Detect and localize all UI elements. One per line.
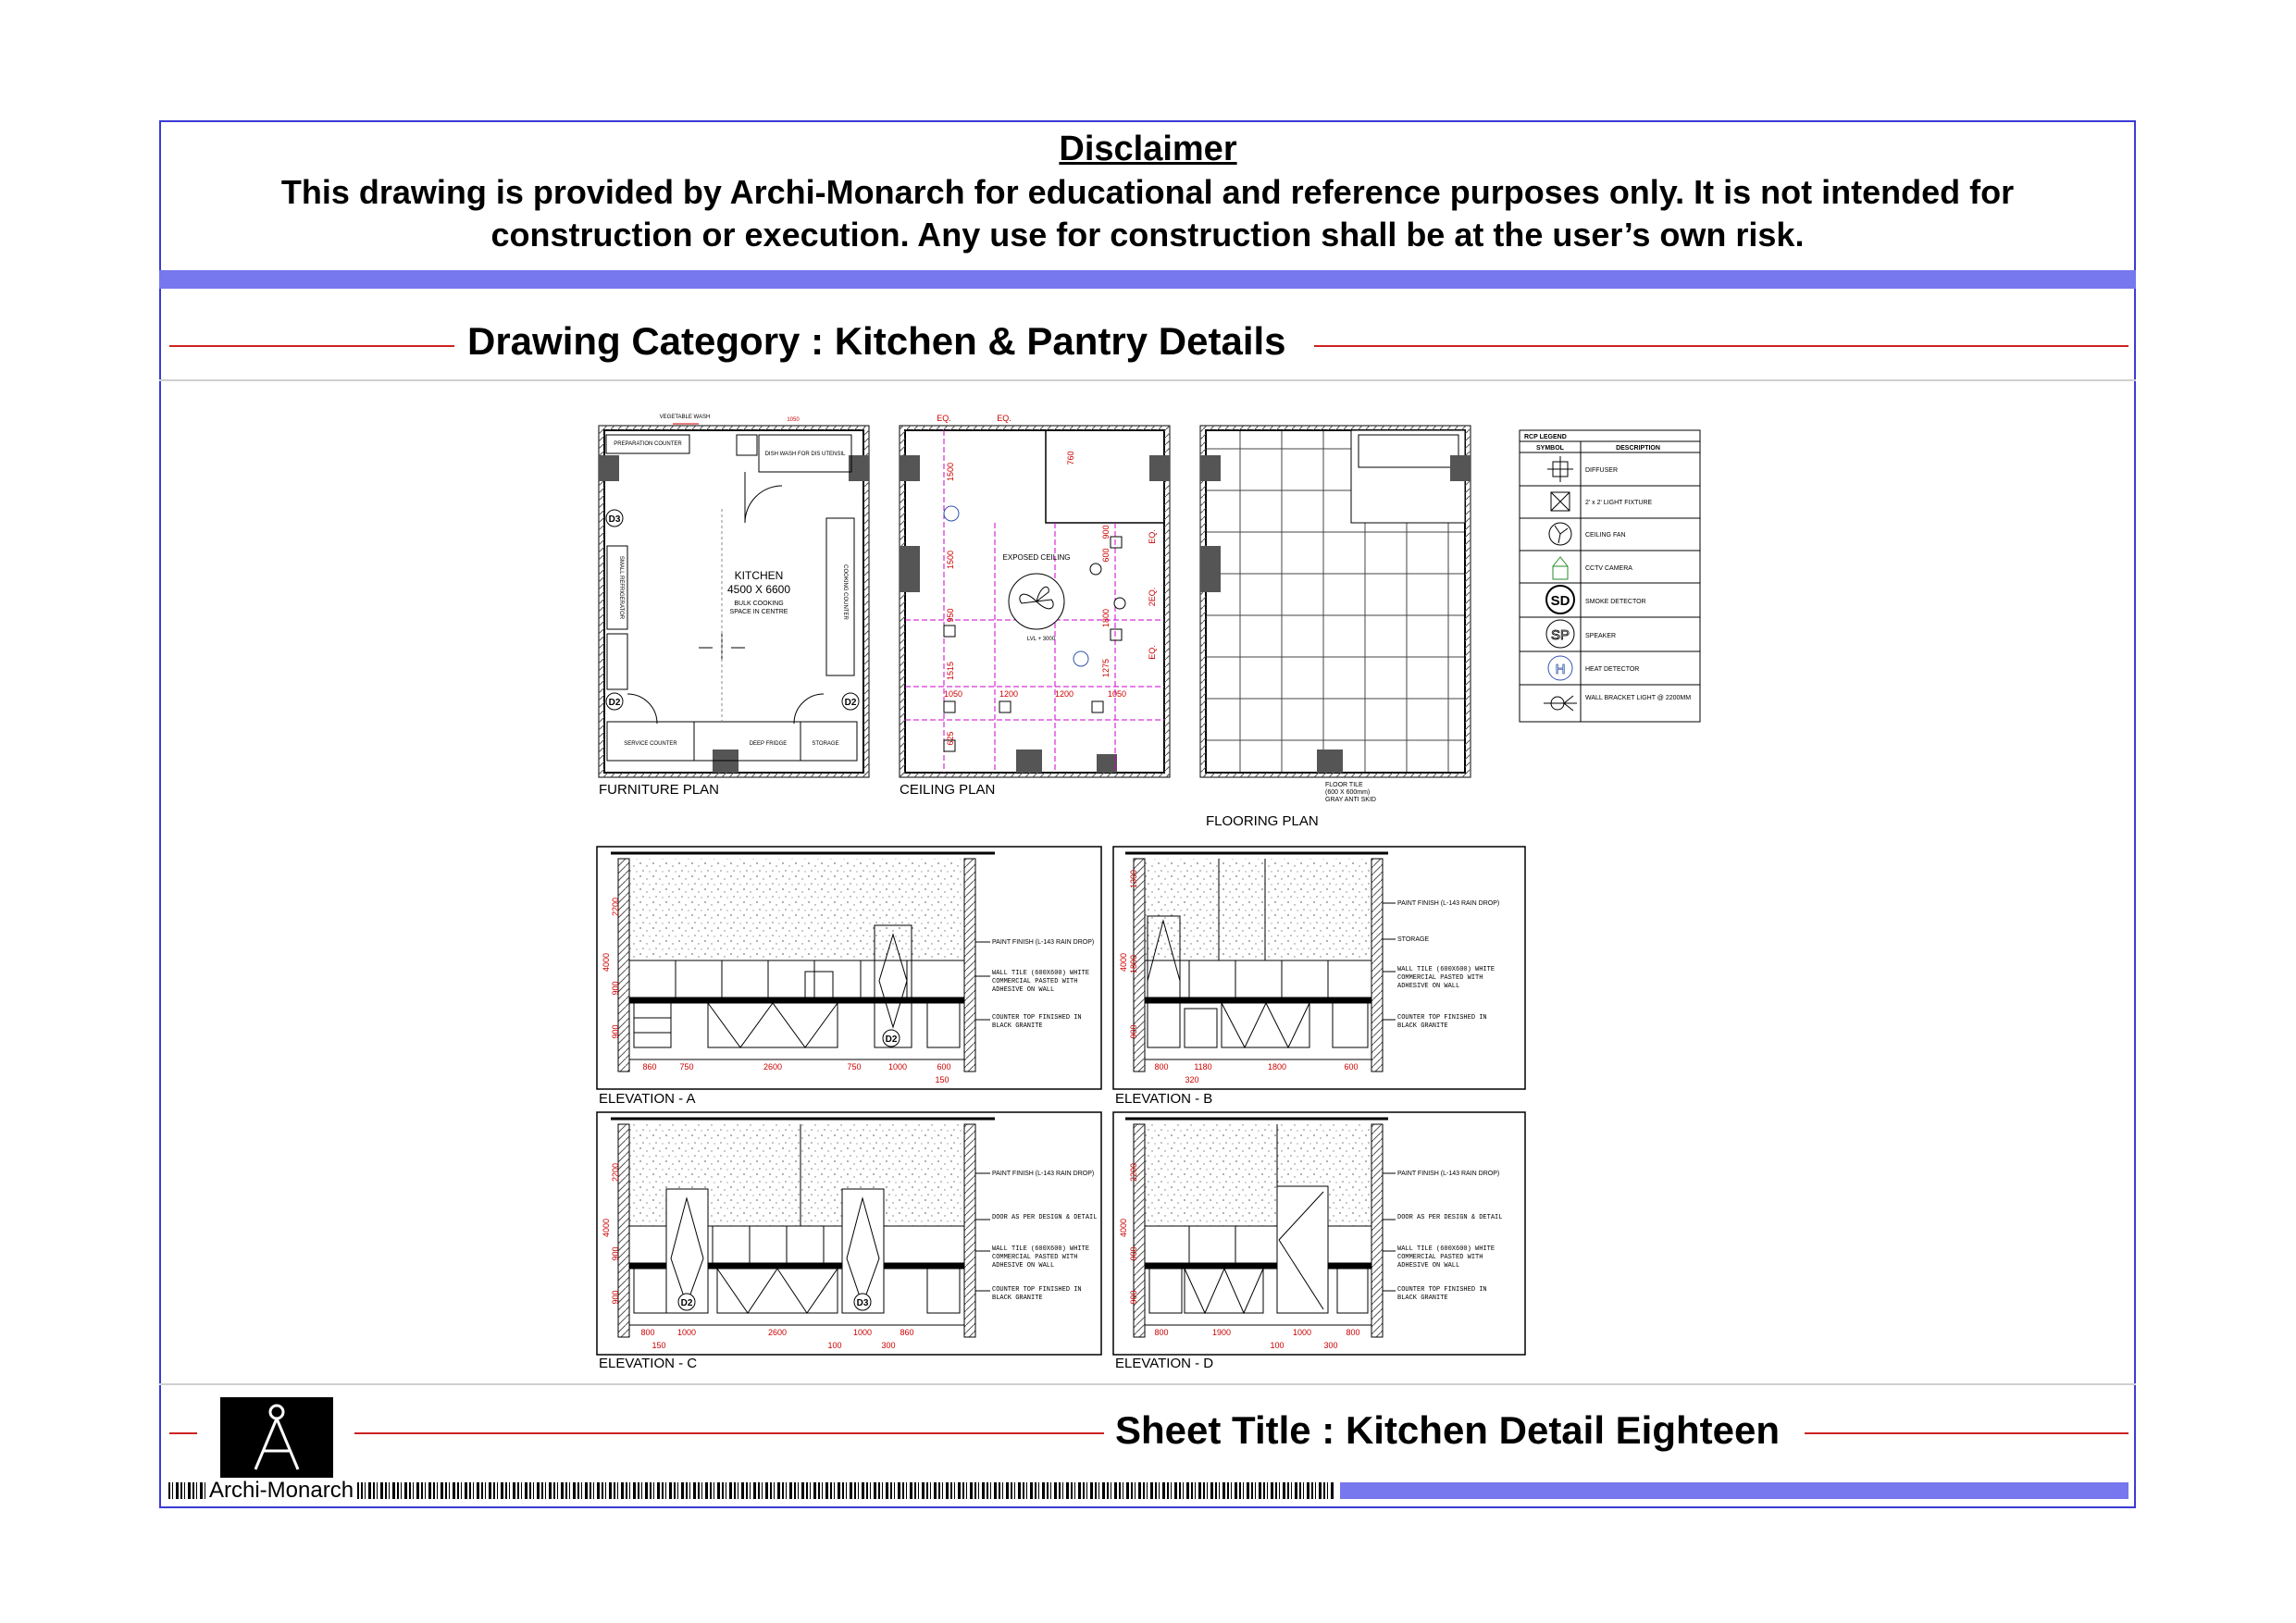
- elevation-b-dim-left-4: 900: [1129, 1024, 1138, 1039]
- door-tag-d2-left: D2: [608, 698, 621, 708]
- ceiling-eq-1: EQ.: [937, 414, 951, 423]
- sheet-rule-right: [1805, 1432, 2128, 1434]
- elevation-d-label: ELEVATION - D: [1115, 1356, 1214, 1369]
- elevation-a-dim-left-1: 4000: [602, 952, 611, 973]
- elevation-b-dim-extra: 320: [1185, 1075, 1199, 1084]
- column: [599, 455, 619, 481]
- svg-text:CEILING FAN: CEILING FAN: [1585, 532, 1626, 539]
- svg-text:2' x 2' LIGHT FIXTURE: 2' x 2' LIGHT FIXTURE: [1585, 500, 1653, 506]
- category-separator: [159, 379, 2136, 381]
- category-title: Drawing Category : Kitchen & Pantry Details: [467, 319, 1286, 363]
- ceiling-plan: [900, 414, 1170, 798]
- floor-tile-note-2: (600 X 600mm): [1325, 789, 1371, 796]
- elevation-b-note-2: STORAGE: [1397, 936, 1430, 943]
- ceiling-dim-bottom-1: 1050: [943, 689, 963, 699]
- elevation-d-dim-4: 800: [1346, 1328, 1360, 1337]
- ceiling-dim-bottom-3: 1200: [1054, 689, 1074, 699]
- elevation-a: [597, 847, 1101, 1107]
- ceiling-dim-left-3: 950: [946, 608, 955, 623]
- elevation-b-dim-2: 1180: [1194, 1062, 1212, 1072]
- elevation-c-dim-extra-1: 150: [652, 1341, 666, 1350]
- elevation-a-dim-4: 750: [847, 1062, 862, 1072]
- vegetable-wash-label: VEGETABLE WASH: [659, 415, 711, 420]
- elevation-a-dim-2: 750: [679, 1062, 694, 1072]
- footer-separator: [159, 1383, 2136, 1385]
- ceiling-level-label: LVL + 3000: [1026, 637, 1056, 642]
- elevation-a-dim-1: 860: [642, 1062, 657, 1072]
- elevation-c-dim-extra-3: 300: [881, 1341, 896, 1350]
- ceiling-dim-right-1: 760: [1066, 451, 1075, 465]
- elevation-c-note-3: WALL TILE (600X600) WHITE COMMERCIAL PASTED WITH ADHESIVE ON WALL: [992, 1245, 1090, 1270]
- disclaimer-text: [222, 171, 2073, 256]
- service-counter-label: SERVICE COUNTER: [624, 741, 677, 747]
- elevation-b-note-4: COUNTER TOP FINISHED IN BLACK GRANITE: [1397, 1014, 1487, 1030]
- elevation-d-dim-extra-2: 300: [1323, 1341, 1338, 1350]
- elevation-c-dim-4: 1000: [852, 1328, 873, 1337]
- elevation-b-note-1: PAINT FINISH (L-143 RAIN DROP): [1397, 900, 1500, 907]
- sheet-rule-middle: [354, 1432, 1104, 1434]
- furniture-dim-top: 1050: [787, 417, 800, 423]
- elevation-d-note-3: WALL TILE (600X600) WHITE COMMERCIAL PASTED WITH ADHESIVE ON WALL: [1397, 1245, 1496, 1270]
- furniture-note-2: SPACE IN CENTRE: [729, 609, 788, 615]
- elevation-a-door-tag: D2: [885, 1035, 898, 1045]
- elevation-d-dim-1: 800: [1154, 1328, 1169, 1337]
- elevation-c-note-2: DOOR AS PER DESIGN & DETAIL: [992, 1214, 1098, 1221]
- elevation-d-dim-left-2: 2200: [1129, 1162, 1138, 1183]
- elevation-d-dim-3: 1000: [1292, 1328, 1312, 1337]
- cooking-counter-label: COOKING COUNTER: [842, 564, 848, 620]
- elevation-c-dim-left-4: 900: [611, 1290, 620, 1305]
- furniture-note-1: BULK COOKING: [734, 601, 784, 607]
- elevation-a-label: ELEVATION - A: [599, 1091, 696, 1107]
- footer-band: [1340, 1482, 2128, 1499]
- elevation-d: [1113, 1112, 1525, 1369]
- elevation-a-note-2: WALL TILE (600X600) WHITE COMMERCIAL PASTED WITH ADHESIVE ON WALL: [992, 970, 1090, 994]
- elevation-c-dim-2: 1000: [676, 1328, 697, 1337]
- elevation-a-dim-left-4: 900: [611, 1024, 620, 1039]
- drawing-sheet: [574, 407, 1740, 1369]
- elevation-a-dim-left-3: 900: [611, 981, 620, 996]
- elevation-d-dim-left-1: 4000: [1119, 1218, 1128, 1238]
- door-tag-d2-right: D2: [844, 698, 857, 708]
- disclaimer-line-2: construction or execution. Any use for construction shall be at the user’s own risk.: [490, 216, 1805, 254]
- elevation-a-dim-left-2: 2200: [611, 897, 620, 917]
- brand-name: Archi-Monarch: [205, 1478, 357, 1504]
- elevation-c-note-4: COUNTER TOP FINISHED IN BLACK GRANITE: [992, 1286, 1082, 1302]
- storage-label: STORAGE: [812, 741, 839, 747]
- ceiling-eq-right-2: 2EQ.: [1148, 587, 1157, 607]
- prep-counter-label: PREPARATION COUNTER: [614, 441, 682, 447]
- ceiling-dim-left-5: 625: [946, 731, 955, 746]
- disclaimer-line-1: This drawing is provided by Archi-Monarch for educational and reference purposes only. It is not intended for: [280, 173, 2015, 211]
- elevation-b-dim-1: 800: [1154, 1062, 1169, 1072]
- svg-text:SPEAKER: SPEAKER: [1585, 633, 1617, 639]
- elevation-b-dim-left-2: 1300: [1129, 869, 1138, 889]
- elevation-a-dim-3: 2600: [763, 1062, 783, 1072]
- legend-title: RCP LEGEND: [1524, 434, 1567, 440]
- category-rule-right: [1314, 345, 2128, 347]
- elevation-b-dim-left-1: 4000: [1119, 952, 1128, 973]
- elevation-a-dim-5: 1000: [887, 1062, 908, 1072]
- elevation-d-note-2: DOOR AS PER DESIGN & DETAIL: [1397, 1214, 1503, 1221]
- elevation-a-note-1: PAINT FINISH (L-143 RAIN DROP): [992, 939, 1095, 946]
- sheet-rule-left: [169, 1432, 197, 1434]
- ceiling-dim-right-5: 1275: [1101, 658, 1111, 678]
- flooring-plan: [1200, 426, 1471, 829]
- legend-col-description: DESCRIPTION: [1616, 445, 1660, 452]
- dish-wash-label: DISH WASH FOR DIS UTENSIL: [764, 452, 846, 457]
- svg-text:CCTV CAMERA: CCTV CAMERA: [1585, 565, 1632, 572]
- elevation-b-dim-left-3: 1800: [1129, 954, 1138, 974]
- elevation-b-dim-4: 600: [1344, 1062, 1359, 1072]
- small-refrigerator-label: SMALL REFRIGERATOR: [618, 555, 624, 620]
- elevation-a-dim-extra: 150: [935, 1075, 949, 1084]
- svg-text:SD: SD: [1550, 593, 1570, 609]
- rcp-legend: [1520, 430, 1700, 722]
- svg-text:SMOKE DETECTOR: SMOKE DETECTOR: [1585, 599, 1646, 605]
- elevation-c-dim-left-3: 900: [611, 1246, 620, 1261]
- ceiling-dim-right-3: 600: [1101, 548, 1111, 563]
- room-size: 4500 X 6600: [726, 583, 791, 596]
- ceiling-eq-right-3: EQ.: [1148, 645, 1157, 660]
- elevation-c-door-tag-1: D2: [680, 1298, 693, 1308]
- elevation-b-dim-3: 1800: [1267, 1062, 1287, 1072]
- door-tag-d3: D3: [608, 514, 621, 525]
- furniture-plan: [599, 415, 869, 798]
- deep-fridge-label: DEEP FRIDGE: [749, 741, 788, 747]
- elevation-b-note-3: WALL TILE (600X600) WHITE COMMERCIAL PASTED WITH ADHESIVE ON WALL: [1397, 966, 1496, 990]
- elevation-d-dim-2: 1900: [1211, 1328, 1232, 1337]
- flooring-plan-label: FLOORING PLAN: [1206, 813, 1319, 829]
- exposed-ceiling-label: EXPOSED CEILING: [1002, 553, 1071, 562]
- elevation-c-dim-5: 860: [900, 1328, 914, 1337]
- ceiling-dim-right-2: 900: [1101, 525, 1111, 539]
- ceiling-dim-left-2: 1500: [946, 550, 955, 570]
- category-rule-left: [169, 345, 454, 347]
- elevation-a-note-3: COUNTER TOP FINISHED IN BLACK GRANITE: [992, 1014, 1082, 1030]
- ceiling-eq-2: EQ.: [997, 414, 1011, 423]
- ceiling-plan-label: CEILING PLAN: [900, 782, 996, 798]
- svg-text:SP: SP: [1550, 627, 1570, 643]
- floor-tile-note-3: GRAY ANTI SKID: [1325, 797, 1376, 803]
- elevation-c: [597, 1112, 1101, 1369]
- floor-tile-note-1: FLOOR TILE: [1325, 782, 1363, 788]
- elevation-c-door-tag-2: D3: [856, 1298, 869, 1308]
- elevation-d-dim-left-4: 900: [1129, 1290, 1138, 1305]
- elevation-c-dim-3: 2600: [767, 1328, 788, 1337]
- sheet-title: Sheet Title : Kitchen Detail Eighteen: [1115, 1408, 1781, 1452]
- elevation-a-dim-6: 600: [937, 1062, 951, 1072]
- elevation-d-dim-extra-1: 100: [1270, 1341, 1285, 1350]
- elevation-d-note-1: PAINT FINISH (L-143 RAIN DROP): [1397, 1171, 1500, 1177]
- ceiling-dim-left-4: 1515: [946, 661, 955, 681]
- elevation-b: [1113, 847, 1525, 1107]
- header-band: [159, 270, 2136, 289]
- disclaimer-title: Disclaimer: [1059, 130, 1237, 168]
- archi-monarch-logo: [220, 1397, 333, 1485]
- svg-text:HEAT DETECTOR: HEAT DETECTOR: [1585, 666, 1640, 673]
- compass-icon: [220, 1397, 333, 1485]
- ceiling-dim-left-1: 1500: [946, 462, 955, 482]
- ceiling-dim-bottom-2: 1200: [999, 689, 1019, 699]
- ceiling-eq-right-1: EQ.: [1148, 529, 1157, 544]
- furniture-plan-label: FURNITURE PLAN: [599, 782, 720, 798]
- svg-text:DIFFUSER: DIFFUSER: [1585, 467, 1618, 474]
- elevation-b-label: ELEVATION - B: [1115, 1091, 1213, 1107]
- elevation-d-note-4: COUNTER TOP FINISHED IN BLACK GRANITE: [1397, 1286, 1487, 1302]
- elevation-c-dim-1: 800: [640, 1328, 655, 1337]
- elevation-c-label: ELEVATION - C: [599, 1356, 698, 1369]
- elevation-c-dim-left-2: 2200: [611, 1162, 620, 1183]
- svg-text:WALL BRACKET LIGHT @ 2200MM: WALL BRACKET LIGHT @ 2200MM: [1585, 695, 1692, 701]
- svg-text:H: H: [1555, 662, 1566, 677]
- elevation-d-dim-left-3: 900: [1129, 1246, 1138, 1261]
- room-name: KITCHEN: [734, 569, 784, 582]
- legend-col-symbol: SYMBOL: [1536, 445, 1564, 452]
- ceiling-dim-right-4: 1800: [1101, 608, 1111, 628]
- elevation-c-dim-extra-2: 100: [827, 1341, 842, 1350]
- elevation-c-note-1: PAINT FINISH (L-143 RAIN DROP): [992, 1171, 1095, 1177]
- ceiling-dim-bottom-4: 1050: [1107, 689, 1127, 699]
- elevation-c-dim-left-1: 4000: [602, 1218, 611, 1238]
